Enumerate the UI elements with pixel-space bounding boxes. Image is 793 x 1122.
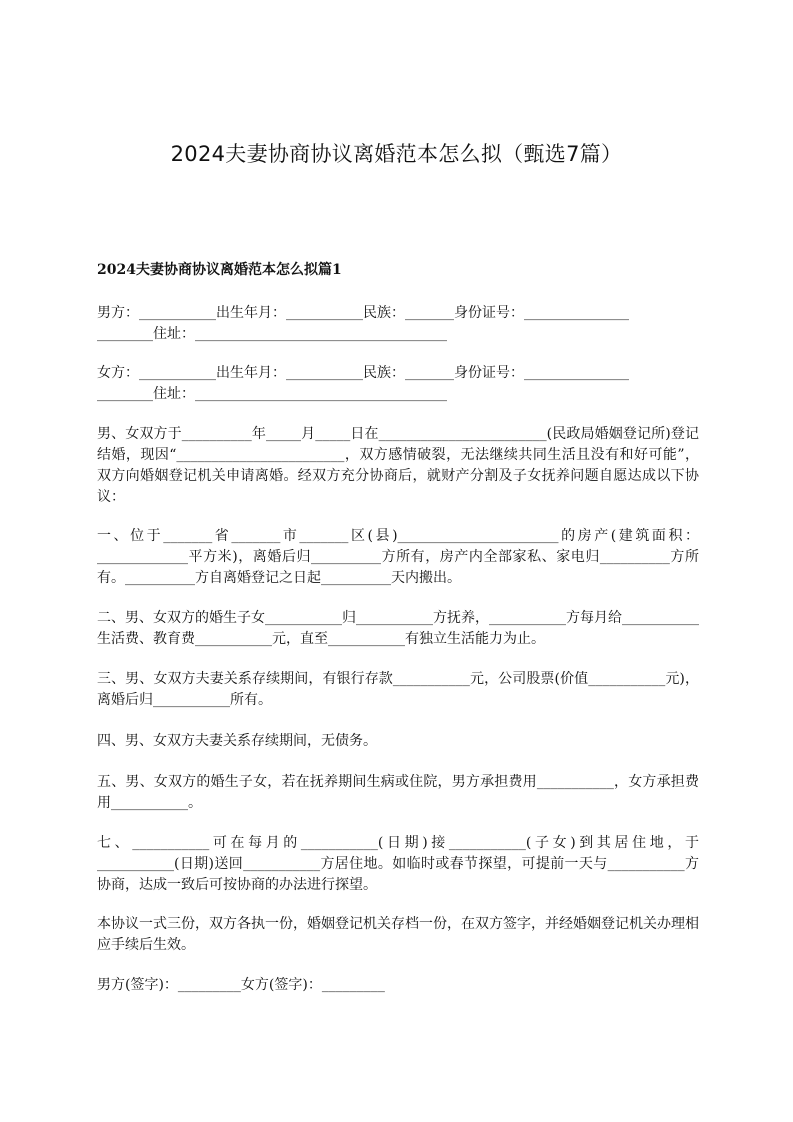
visitation-clause-paragraph: 七、___________可在每月的___________(日期)接___________(子女)到其居住地，于___________(日期)送回___________方居住地。如临时或春节探望，可提前一天与___________方协商，达成一致后可按协商的办法进行探望。 [97, 835, 699, 893]
signature-line: 男方(签字)：_________女方(签字)：_________ [97, 977, 385, 993]
savings-clause-paragraph: 三、男、女双方夫妻关系存续期间，有银行存款___________元，公司股票(价值___________元)，离婚后归___________所有。 [97, 671, 699, 708]
debt-clause-paragraph: 四、男、女双方夫妻关系存续期间，无债务。 [97, 733, 377, 749]
section-title: 2024夫妻协商协议离婚范本怎么拟篇1 [97, 262, 342, 278]
document-title: 2024夫妻协商协议离婚范本怎么拟（甄选7篇） [170, 142, 623, 166]
marriage-intro-paragraph: 男、女双方于__________年_____月_____日在________________________(民政局婚姻登记所)登记结婚，现因“________________________，双方感情破裂，无法继续共同生活且没有和好可能”，双方向婚姻登记机关申请离婚。经双方充分协商后，就财产分割及子女抚养问题自愿达成以下协议： [97, 426, 699, 505]
medical-cost-clause-paragraph: 五、男、女双方的婚生子女，若在抚养期间生病或住院，男方承担费用___________，女方承担费用___________。 [97, 774, 699, 811]
male-info-paragraph: 男方：___________出生年月：___________民族：_______身份证号：_______________ ________住址：____________________________________ [97, 305, 629, 342]
custody-clause-paragraph: 二、男、女双方的婚生子女___________归___________方抚养，___________方每月给___________生活费、教育费___________元，直至___________有独立生活能力为止。 [97, 610, 699, 647]
female-info-paragraph: 女方：___________出生年月：___________民族：_______身份证号：_______________ ________住址：____________________________________ [97, 365, 629, 402]
effectiveness-paragraph: 本协议一式三份，双方各执一份，婚姻登记机关存档一份，在双方签字，并经婚姻登记机关办理相应手续后生效。 [97, 916, 699, 953]
property-clause-paragraph: 一、位于_______省_______市_______区(县)_______________________的房产(建筑面积：_____________平方米)，离婚后归__________方所有，房产内全部家私、家电归__________方所有。__________方自离婚登记之日起__________天内搬出。 [97, 528, 699, 586]
